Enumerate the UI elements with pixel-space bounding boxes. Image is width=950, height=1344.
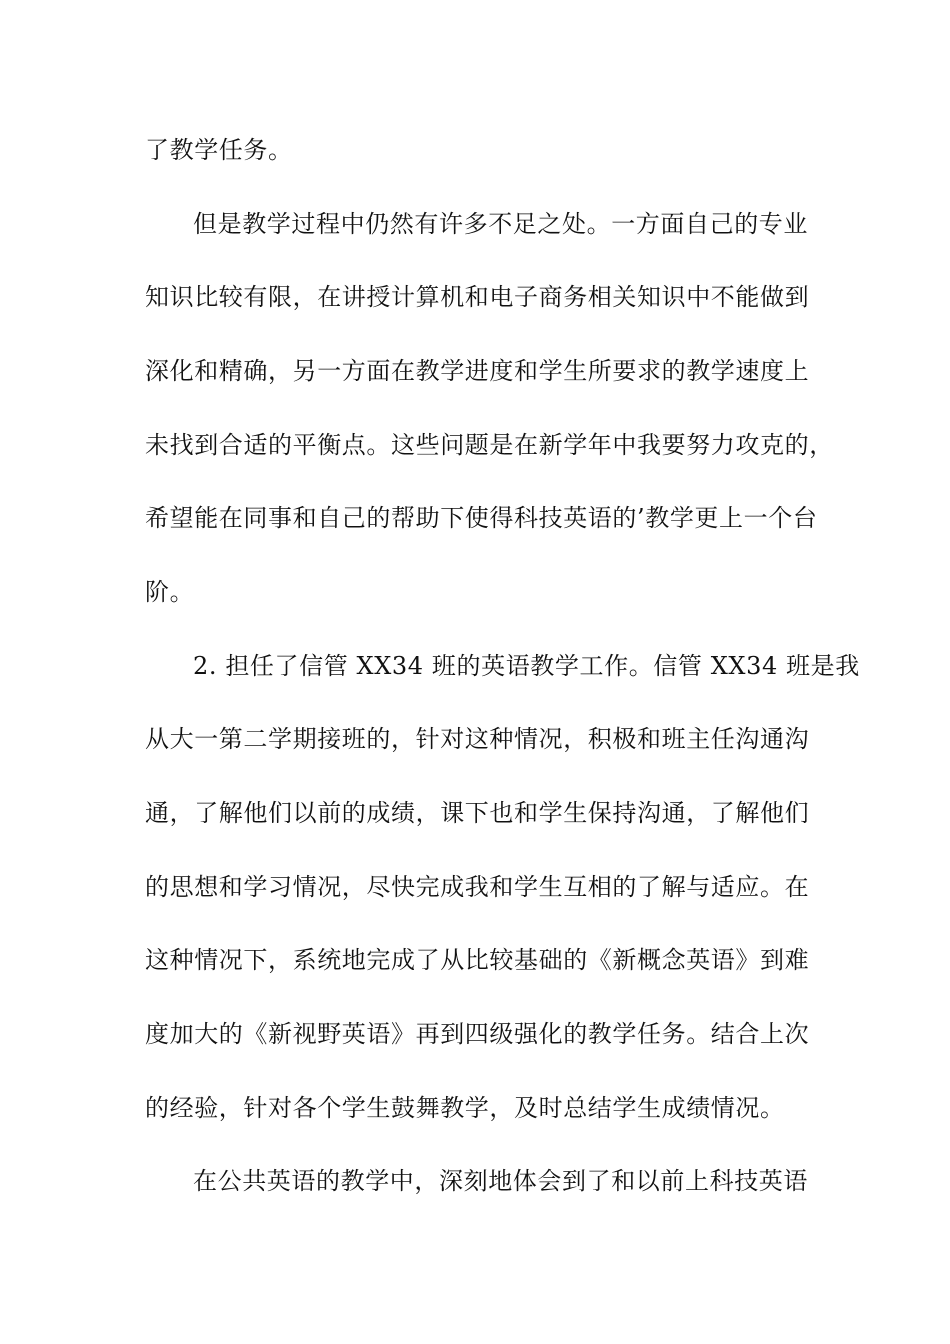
text-line: 阶。 xyxy=(145,578,195,606)
text-line: 的经验，针对各个学生鼓舞教学，及时总结学生成绩情况。 xyxy=(145,1094,785,1122)
text-line: 希望能在同事和自己的帮助下使得科技英语的’教学更上一个台 xyxy=(145,504,818,532)
paragraph-start-line: 2. 担任了信管 XX34 班的英语教学工作。信管 XX34 班是我 xyxy=(193,652,860,680)
text-line: 知识比较有限，在讲授计算机和电子商务相关知识中不能做到 xyxy=(145,283,810,311)
text-line: 未找到合适的平衡点。这些问题是在新学年中我要努力攻克的， xyxy=(145,431,834,459)
paragraph-start-line: 在公共英语的教学中，深刻地体会到了和以前上科技英语 xyxy=(193,1167,808,1195)
text-line: 从大一第二学期接班的，针对这种情况，积极和班主任沟通沟 xyxy=(145,725,810,753)
text-line: 通，了解他们以前的成绩，课下也和学生保持沟通，了解他们 xyxy=(145,799,810,827)
text-line: 了教学任务。 xyxy=(145,136,293,164)
text-line: 这种情况下，系统地完成了从比较基础的《新概念英语》到难 xyxy=(145,946,810,974)
text-line: 度加大的《新视野英语》再到四级强化的教学任务。结合上次 xyxy=(145,1020,810,1048)
paragraph-start-line: 但是教学过程中仍然有许多不足之处。一方面自己的专业 xyxy=(193,210,808,238)
text-line: 的思想和学习情况，尽快完成我和学生互相的了解与适应。在 xyxy=(145,873,810,901)
text-line: 深化和精确，另一方面在教学进度和学生所要求的教学速度上 xyxy=(145,357,810,385)
